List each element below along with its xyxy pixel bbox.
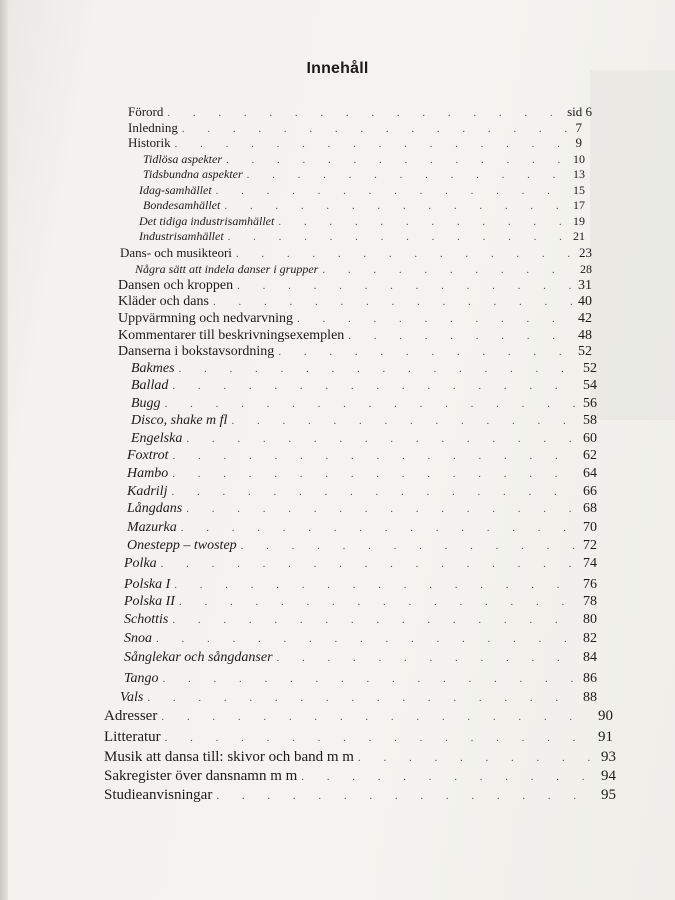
dot-leader — [236, 248, 575, 260]
toc-entry-page: 94 — [601, 768, 616, 784]
toc-entry-title: Tidlösa aspekter — [143, 152, 223, 166]
toc-entry-title: Bakmes — [131, 361, 175, 376]
toc-entry — [120, 245, 592, 261]
dot-leader — [163, 673, 579, 685]
toc-entry — [128, 135, 582, 151]
toc-entry-title: Industrisamhället — [139, 229, 224, 243]
toc-entry-title: Vals — [120, 690, 144, 705]
toc-entry — [124, 556, 597, 572]
dot-leader — [301, 771, 597, 783]
toc-entry-page: 74 — [583, 556, 597, 571]
toc-entry — [143, 198, 585, 213]
toc-entry-title: Bugg — [131, 396, 161, 411]
toc-entry-title: Kadrilj — [127, 484, 168, 499]
toc-entry-page: 93 — [601, 749, 616, 765]
dot-leader — [179, 596, 579, 608]
toc-entry-title: Bondesamhället — [143, 198, 221, 212]
toc-entry-page: 52 — [578, 344, 592, 359]
toc-entry-title: Schottis — [124, 612, 169, 627]
toc-entry — [139, 214, 585, 229]
toc-entry-page: 72 — [583, 538, 597, 553]
toc-entry-title: Det tidiga industrisamhället — [139, 214, 275, 228]
dot-leader — [147, 692, 579, 704]
toc-entry-title: Idag-samhället — [139, 183, 212, 197]
toc-entry-page: 82 — [583, 631, 597, 646]
toc-entry-page: 91 — [598, 729, 613, 745]
toc-entry — [143, 152, 585, 167]
toc-entry — [104, 729, 613, 746]
dot-leader — [172, 380, 579, 392]
toc-entry-title: Onestepp – twostep — [127, 538, 237, 553]
dot-leader — [278, 216, 569, 228]
toc-entry-title: Polska I — [124, 577, 171, 592]
dot-leader — [297, 313, 574, 325]
dot-leader — [237, 280, 574, 292]
dot-leader — [348, 330, 574, 342]
dot-leader — [179, 363, 579, 375]
toc-entry-page: 52 — [583, 361, 597, 376]
dot-leader — [172, 468, 579, 480]
toc-entry-title: Adresser — [104, 708, 158, 724]
toc-entry-title: Tidsbundna aspekter — [143, 167, 243, 181]
dot-leader — [277, 652, 579, 664]
toc-entry-title: Tango — [124, 671, 159, 686]
toc-entry-page: 19 — [573, 214, 585, 228]
dot-leader — [278, 346, 574, 358]
toc-entry — [128, 120, 582, 136]
toc-entry-page: 68 — [583, 501, 597, 516]
toc-entry — [118, 294, 592, 310]
toc-entry — [143, 167, 585, 182]
toc-entry-title: Inledning — [128, 120, 178, 135]
toc-entry — [124, 631, 597, 647]
toc-entry-title: Polka — [124, 556, 157, 571]
toc-entry-title: Uppvärmning och nedvarvning — [118, 311, 293, 326]
toc-entry — [124, 612, 597, 628]
toc-entry — [131, 431, 597, 447]
toc-entry-page: 28 — [580, 262, 592, 276]
toc-entry-page: 21 — [573, 229, 585, 243]
toc-entry — [127, 466, 597, 482]
toc-entry — [135, 262, 592, 277]
dot-leader — [161, 711, 594, 723]
toc-entry-page: 40 — [578, 294, 592, 309]
toc-entry — [127, 448, 597, 464]
dot-leader — [186, 433, 579, 445]
toc-entry — [127, 501, 597, 517]
toc-entry-title: Förord — [128, 104, 164, 119]
toc-entry-title: Musik att dansa till: skivor och band m m — [104, 749, 354, 765]
toc-entry — [124, 671, 597, 687]
toc-entry-page: 58 — [583, 413, 597, 428]
toc-entry-title: Dansen och kroppen — [118, 278, 234, 293]
toc-entry-title: Mazurka — [127, 520, 177, 535]
dot-leader — [247, 169, 569, 181]
dot-leader — [175, 138, 572, 150]
dot-leader — [156, 633, 579, 645]
toc-entry — [124, 650, 597, 666]
dot-leader — [172, 450, 579, 462]
toc-entry — [124, 577, 597, 593]
toc-entry — [131, 361, 597, 377]
toc-entry-page: 48 — [578, 328, 592, 343]
toc-entry — [124, 594, 597, 610]
toc-entry-page: 13 — [573, 167, 585, 181]
dot-leader — [171, 486, 579, 498]
toc-entry-title: Danserna i bokstavsordning — [118, 344, 275, 359]
toc-entry-page: 10 — [573, 152, 585, 166]
toc-entry — [118, 311, 592, 327]
toc-entry-page: 84 — [583, 650, 597, 665]
toc-entry — [127, 538, 597, 554]
toc-entry-title: Hambo — [127, 466, 169, 481]
toc-entry-title: Kläder och dans — [118, 294, 209, 309]
toc-entry-page: 42 — [578, 311, 592, 326]
toc-entry — [131, 378, 597, 394]
dot-leader — [167, 107, 563, 119]
dot-leader — [174, 579, 579, 591]
toc-entry — [104, 749, 616, 766]
toc-entry-page: 17 — [573, 198, 585, 212]
dot-leader — [186, 503, 579, 515]
dot-leader — [241, 540, 579, 552]
toc-entry — [131, 413, 597, 429]
toc-entry-page: 60 — [583, 431, 597, 446]
toc-entry-page: 56 — [583, 396, 597, 411]
toc-entry-page: 88 — [583, 690, 597, 705]
toc-entry-title: Engelska — [131, 431, 183, 446]
dot-leader — [181, 522, 579, 534]
toc-entry-page: 64 — [583, 466, 597, 481]
toc-entry-page: 70 — [583, 520, 597, 535]
toc-entry-page: 86 — [583, 671, 597, 686]
dot-leader — [182, 123, 572, 135]
toc-entry-page: 54 — [583, 378, 597, 393]
toc-entry — [120, 690, 597, 706]
toc-entry — [118, 328, 592, 344]
toc-entry-page: 80 — [583, 612, 597, 627]
dot-leader — [358, 752, 597, 764]
toc-entry-page: 23 — [579, 245, 592, 260]
toc-entry-page: 9 — [575, 135, 582, 150]
toc-entry-page: 62 — [583, 448, 597, 463]
toc-entry-title: Litteratur — [104, 729, 161, 745]
dot-leader — [172, 614, 579, 626]
dot-leader — [322, 264, 576, 276]
toc-entry — [104, 708, 613, 725]
dot-leader — [226, 154, 569, 166]
toc-entry-title: Långdans — [127, 501, 183, 516]
toc-entry-page: sid 6 — [567, 104, 592, 119]
toc-heading: Innehåll — [306, 60, 369, 77]
dot-leader — [224, 200, 569, 212]
toc-entry-title: Historik — [128, 135, 171, 150]
toc-entry — [104, 787, 616, 804]
dot-leader — [216, 790, 597, 802]
toc-entry-title: Ballad — [131, 378, 169, 393]
toc-entry — [139, 229, 585, 244]
toc-entry-title: Kommentarer till beskrivningsexemplen — [118, 328, 345, 343]
toc-entry-title: Dans- och musikteori — [120, 245, 232, 260]
toc-entry-page: 15 — [573, 183, 585, 197]
dot-leader — [231, 415, 579, 427]
toc-entry — [104, 768, 616, 785]
toc-entry-page: 76 — [583, 577, 597, 592]
toc-entry-title: Snoa — [124, 631, 152, 646]
toc-entry-page: 7 — [575, 120, 582, 135]
toc-entry — [131, 396, 597, 412]
toc-entry — [118, 344, 592, 360]
toc-entry-title: Några sätt att indela danser i grupper — [135, 262, 319, 276]
dot-leader — [216, 185, 569, 197]
dot-leader — [228, 231, 569, 243]
toc-entry-title: Disco, shake m fl — [131, 413, 228, 428]
toc-entry-page: 66 — [583, 484, 597, 499]
toc-entry-page: 31 — [578, 278, 592, 293]
toc-entry-page: 90 — [598, 708, 613, 724]
toc-entry-title: Polska II — [124, 594, 175, 609]
toc-entry — [127, 484, 597, 500]
dot-leader — [161, 558, 579, 570]
toc-entry-title: Foxtrot — [127, 448, 169, 463]
toc-entry — [127, 520, 597, 536]
toc-entry — [118, 278, 592, 294]
toc-entry-title: Sakregister över dansnamn m m — [104, 768, 298, 784]
toc-entry — [139, 183, 585, 198]
dot-leader — [165, 398, 579, 410]
toc-entry-page: 95 — [601, 787, 616, 803]
dot-leader — [165, 732, 594, 744]
toc-entry — [128, 104, 592, 120]
toc-entry-page: 78 — [583, 594, 597, 609]
dot-leader — [213, 296, 574, 308]
toc-entry-title: Sånglekar och sångdanser — [124, 650, 273, 665]
toc-entry-title: Studieanvisningar — [104, 787, 213, 803]
